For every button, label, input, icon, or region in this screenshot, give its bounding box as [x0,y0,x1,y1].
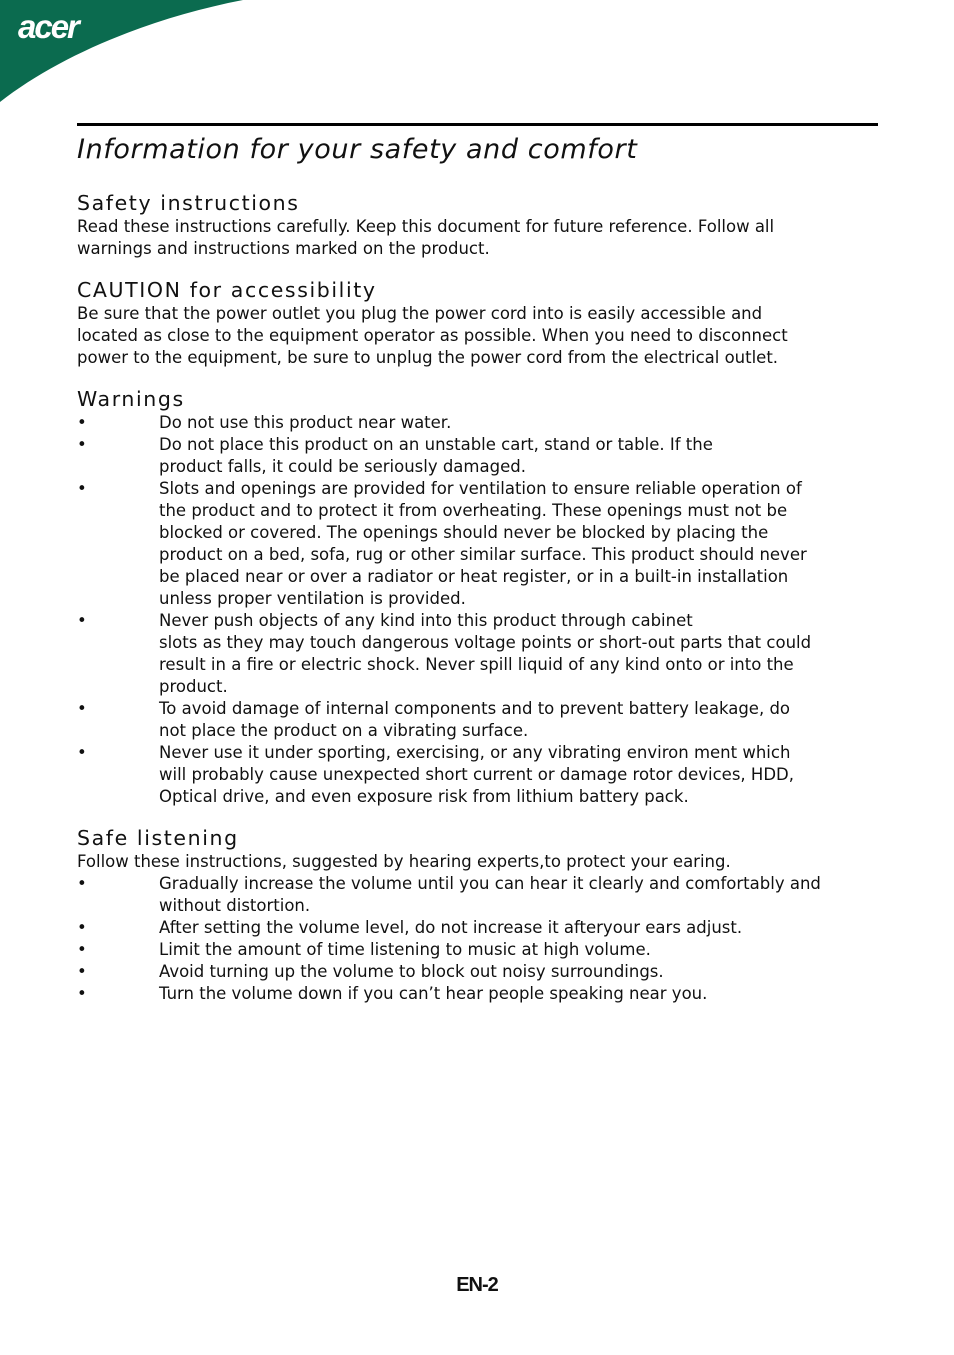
list-item [77,939,877,961]
bullet-list [77,873,877,1005]
bullet-marker: • [77,479,87,498]
paragraph-line: Read these instructions carefully. Keep this document for future reference. Follow all [77,217,775,236]
section [77,190,877,260]
bullet-text-line: To avoid damage of internal components and to prevent battery leakage, do [159,699,791,718]
bullet-text-line: slots as they may touch dangerous voltage points or short-out parts that could [159,633,812,652]
page-number: EN-2 [456,1274,498,1296]
list-item [77,961,877,983]
bullet-text-line: Limit the amount of time listening to music at high volume. [159,940,651,959]
bullet-text-line: unless proper ventilation is provided. [159,589,466,608]
bullet-text-line: Gradually increase the volume until you can hear it clearly and comfortably and [159,874,821,893]
bullet-text-line: product. [159,677,228,696]
paragraph-line: located as close to the equipment operator as possible. When you need to disconnect [77,326,788,345]
bullet-text-line: will probably cause unexpected short current or damage rotor devices, HDD, [159,765,794,784]
list-item [77,983,877,1005]
bullet-text-line: Do not use this product near water. [159,413,452,432]
bullet-marker: • [77,962,87,981]
section-heading: CAUTION for accessibility [77,278,377,302]
bullet-marker: • [77,435,87,454]
acer-logo: acer [18,8,78,45]
bullet-text-line: be placed near or over a radiator or heat register, or in a built-in installation [159,567,789,586]
bullet-text-line: product on a bed, sofa, rug or other similar surface. This product should never [159,545,807,564]
bullet-text-line: Never use it under sporting, exercising, or any vibrating environ ment which [159,743,791,762]
bullet-list [77,412,877,808]
paragraph-line: power to the equipment, be sure to unplug the power cord from the electrical outlet. [77,348,779,367]
paragraph-line: Be sure that the power outlet you plug the power cord into is easily accessible and [77,304,763,323]
bullet-text-line: the product and to protect it from overheating. These openings must not be [159,501,788,520]
bullet-marker: • [77,874,87,893]
list-item [77,412,877,434]
bullet-text-line: not place the product on a vibrating surface. [159,721,529,740]
bullet-text-line: After setting the volume level, do not increase it afteryour ears adjust. [159,918,743,937]
bullet-text-line: without distortion. [159,896,311,915]
bullet-text-line: blocked or covered. The openings should never be blocked by placing the [159,523,769,542]
paragraph-line: warnings and instructions marked on the product. [77,239,490,258]
list-item [77,478,877,610]
bullet-text-line: Turn the volume down if you can’t hear people speaking near you. [159,984,708,1003]
paragraph-line: Follow these instructions, suggested by hearing experts,to protect your earing. [77,852,731,871]
list-item [77,698,877,742]
document-body [77,190,877,1005]
section [77,277,877,369]
section-heading: Safety instructions [77,191,300,215]
section [77,825,877,1005]
section-heading: Warnings [77,387,185,411]
list-item [77,873,877,917]
bullet-marker: • [77,413,87,432]
bullet-text-line: result in a fire or electric shock. Never spill liquid of any kind onto or into the [159,655,794,674]
bullet-text-line: Do not place this product on an unstable cart, stand or table. If the [159,435,713,454]
bullet-marker: • [77,984,87,1003]
bullet-marker: • [77,743,87,762]
list-item [77,434,877,478]
bullet-text-line: Slots and openings are provided for ventilation to ensure reliable operation of [159,479,802,498]
bullet-marker: • [77,918,87,937]
bullet-marker: • [77,699,87,718]
bullet-marker: • [77,940,87,959]
bullet-marker: • [77,611,87,630]
list-item [77,610,877,698]
list-item [77,917,877,939]
title-rule [77,123,878,126]
bullet-text-line: Optical drive, and even exposure risk from lithium battery pack. [159,787,689,806]
section [77,386,877,808]
bullet-text-line: Avoid turning up the volume to block out noisy surroundings. [159,962,664,981]
list-item [77,742,877,808]
page-title: Information for your safety and comfort [77,134,638,165]
section-heading: Safe listening [77,826,239,850]
bullet-text-line: product falls, it could be seriously damaged. [159,457,526,476]
bullet-text-line: Never push objects of any kind into this product through cabinet [159,611,693,630]
